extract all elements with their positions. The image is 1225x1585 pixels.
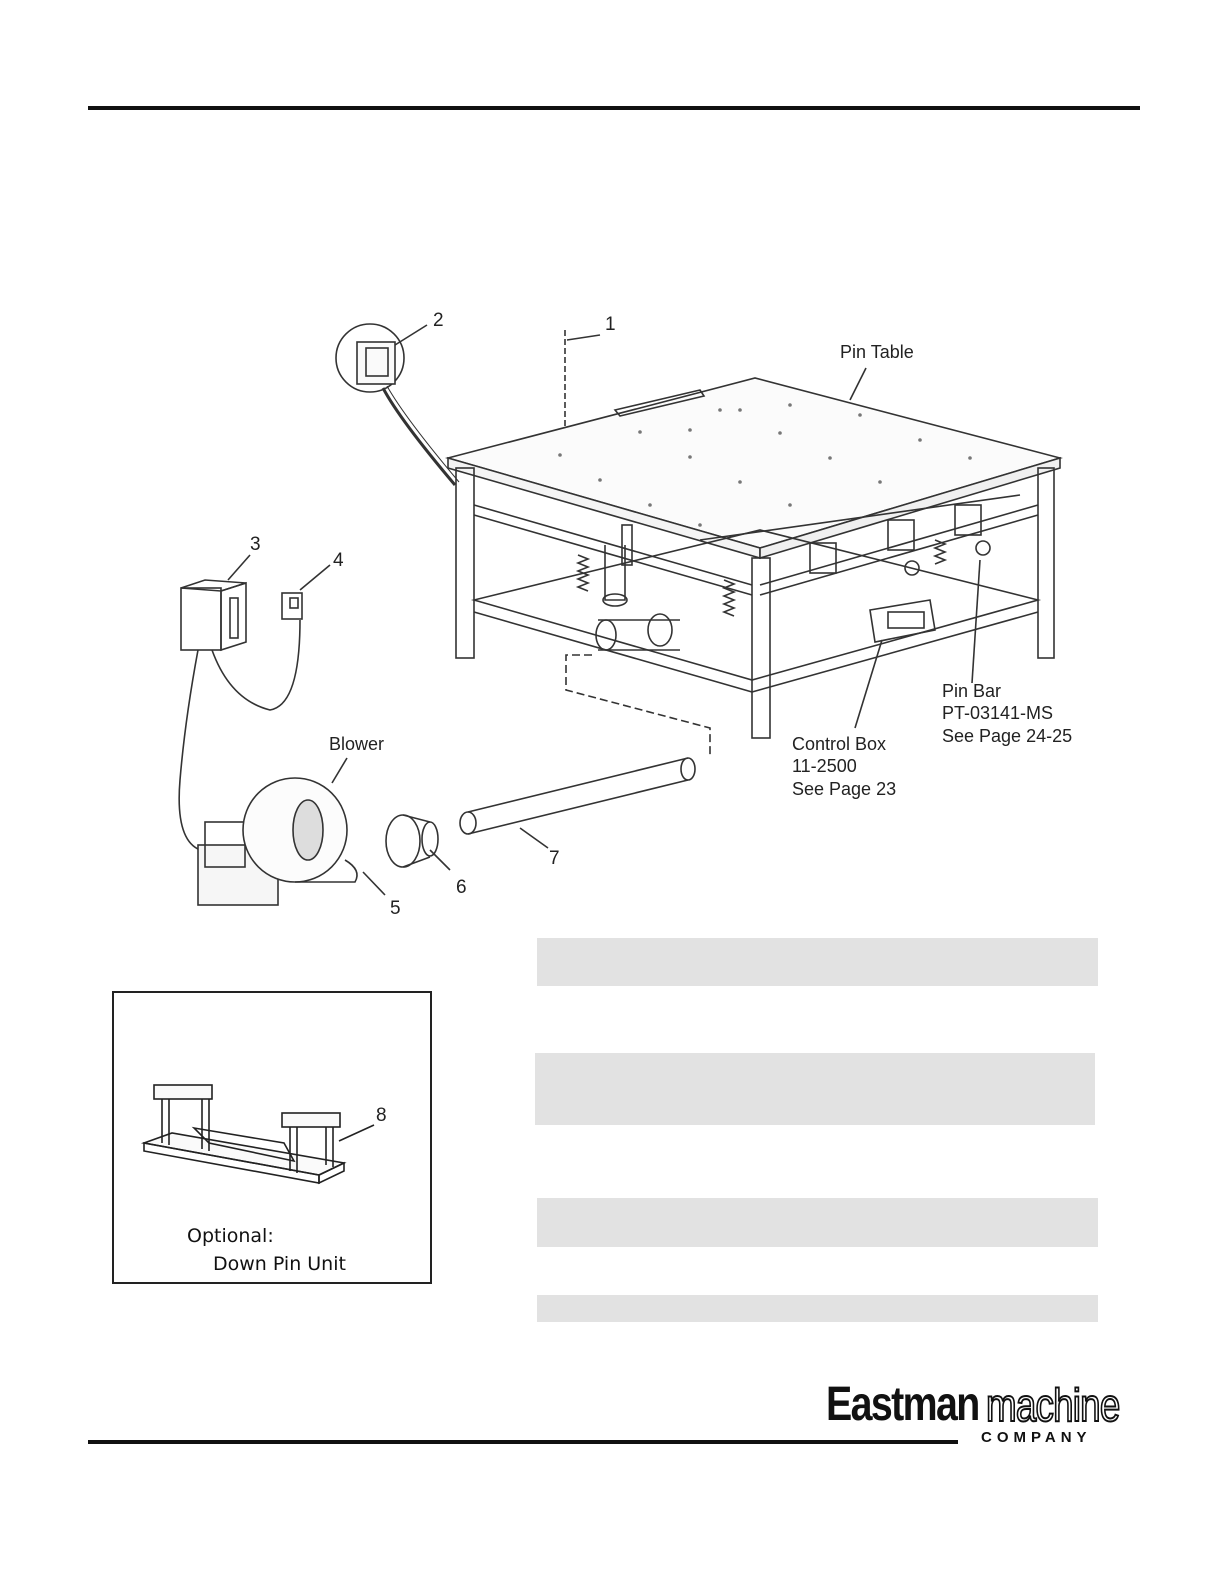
redacted-band-1 [537,938,1098,986]
optional-down-pin-unit-box [112,991,432,1284]
control-box-page-ref: See Page 23 [792,779,897,799]
pin-bar-page-ref: See Page 24-25 [942,726,1073,746]
redacted-band-2 [535,1053,1095,1125]
callout-6: 6 [456,877,467,898]
pin-bar-part: PT-03141-MS [942,703,1054,723]
logo-eastman: Eastman [826,1378,979,1431]
callout-1: 1 [605,314,616,335]
callout-4: 4 [333,550,344,571]
redacted-band-4 [537,1295,1098,1322]
bottom-rule [88,1440,958,1444]
logo-company: COMPANY [981,1429,1092,1446]
redacted-band-3 [537,1198,1098,1247]
callout-8: 8 [376,1105,387,1126]
blower-label: Blower [329,734,385,754]
callout-2: 2 [433,310,444,331]
eastman-machine-company-logo [826,1377,1141,1447]
control-box-name: Control Box [792,734,887,754]
optional-label: Optional: [187,1225,274,1247]
pin-table-label: Pin Table [840,342,914,362]
callout-5: 5 [390,898,401,919]
logo-machine: machine [986,1379,1120,1431]
pin-table-assembly-diagram [0,290,1225,940]
down-pin-unit-label: Down Pin Unit [213,1253,346,1275]
assembly-drawing [0,290,1225,940]
callout-3: 3 [250,534,261,555]
pin-bar-name: Pin Bar [942,681,1002,701]
control-box-part: 11-2500 [792,756,857,776]
callout-7: 7 [549,848,560,869]
top-rule [88,106,1140,110]
